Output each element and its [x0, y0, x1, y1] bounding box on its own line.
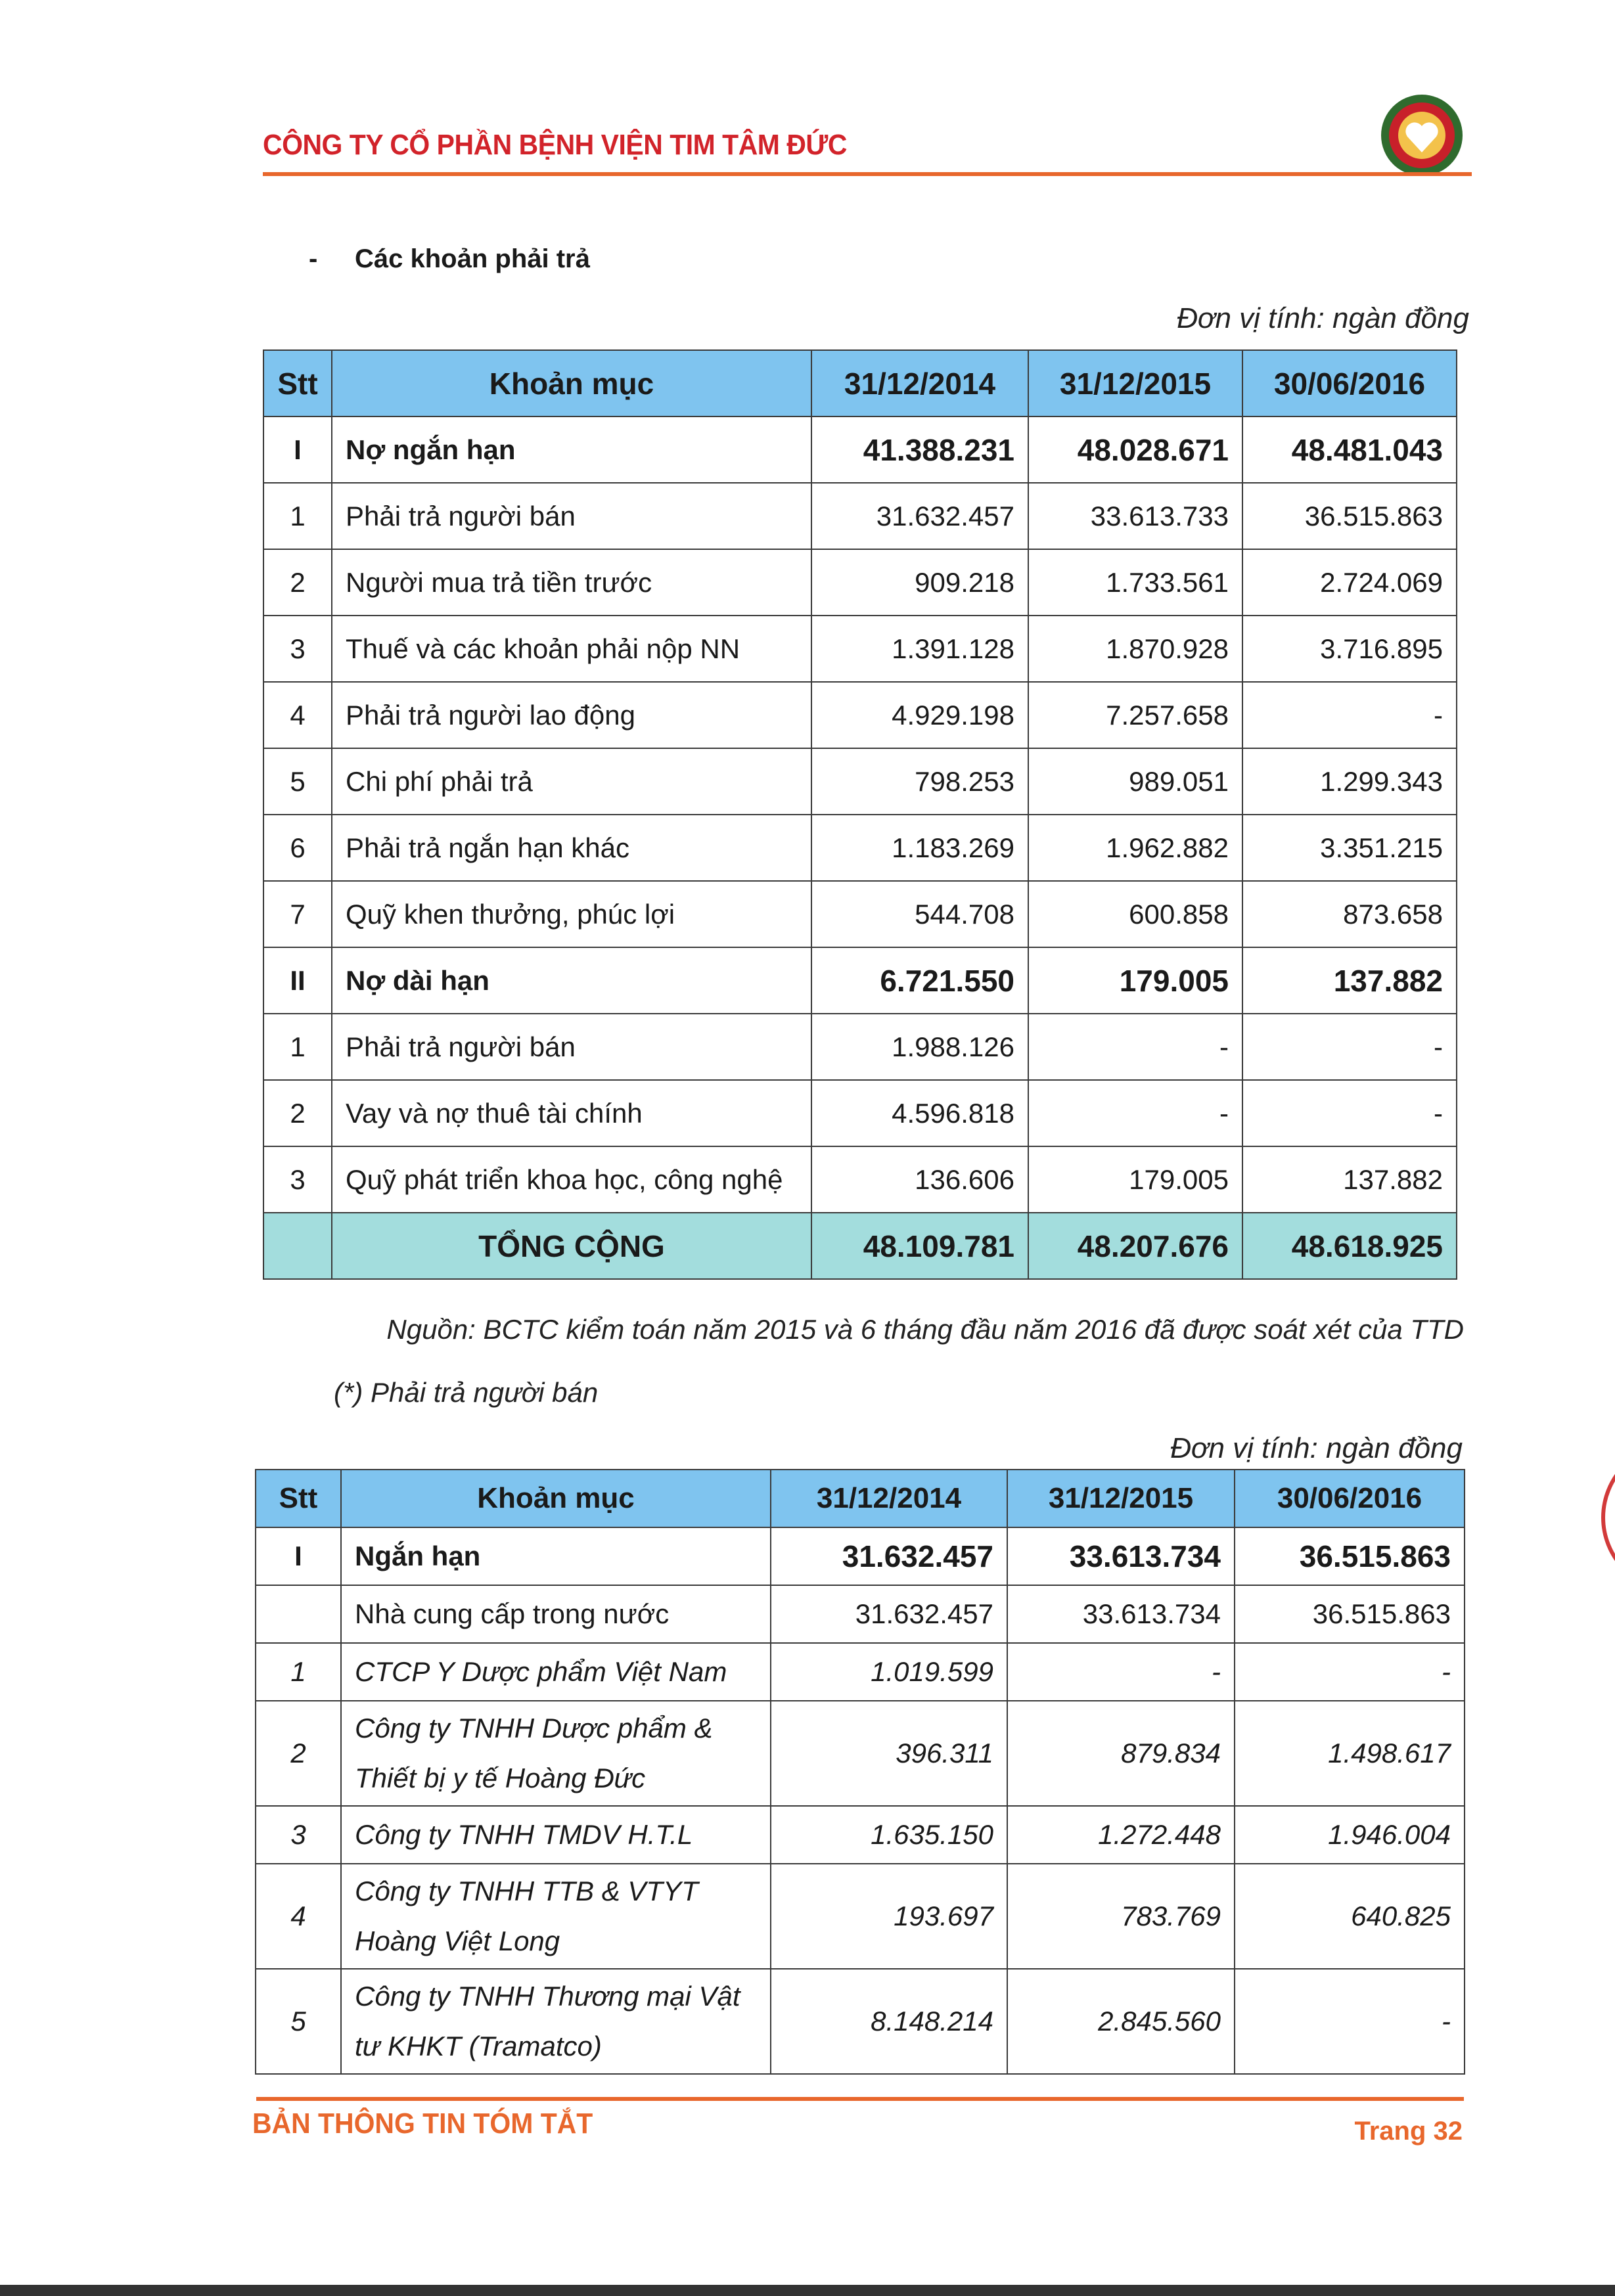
value-cell: 36.515.863	[1242, 483, 1457, 549]
value-cell: 1.183.269	[811, 815, 1028, 881]
item-cell: Nhà cung cấp trong nước	[341, 1585, 771, 1643]
total-row	[263, 1213, 1457, 1279]
value-cell: 1.635.150	[771, 1806, 1007, 1864]
item-cell: Phải trả ngắn hạn khác	[332, 815, 811, 881]
value-cell: 36.515.863	[1235, 1527, 1465, 1585]
value-cell: 6.721.550	[811, 947, 1028, 1014]
value-cell: -	[1007, 1643, 1235, 1701]
item-cell: Thuế và các khoản phải nộp NN	[332, 616, 811, 682]
value-cell: 879.834	[1007, 1701, 1235, 1806]
unit-label-1: Đơn vị tính: ngàn đồng	[1177, 302, 1469, 334]
item-cell: Quỹ phát triển khoa học, công nghệ	[332, 1146, 811, 1213]
column-header: 31/12/2015	[1007, 1470, 1235, 1527]
value-cell: 33.613.733	[1028, 483, 1242, 549]
stt-cell: 2	[263, 1080, 332, 1146]
stt-cell: 1	[263, 1014, 332, 1080]
stt-cell: 1	[263, 483, 332, 549]
value-cell: 783.769	[1007, 1864, 1235, 1969]
table-row	[263, 748, 1457, 815]
table-row	[263, 1080, 1457, 1146]
value-cell: 36.515.863	[1235, 1585, 1465, 1643]
stt-cell: 4	[256, 1864, 341, 1969]
item-cell: Chi phí phải trả	[332, 748, 811, 815]
value-cell: -	[1242, 682, 1457, 748]
item-cell: Nợ dài hạn	[332, 947, 811, 1014]
value-cell: 1.870.928	[1028, 616, 1242, 682]
stt-cell: 3	[263, 1146, 332, 1213]
section-title-text: Các khoản phải trả	[355, 244, 590, 273]
value-cell: 4.596.818	[811, 1080, 1028, 1146]
table-row	[256, 1643, 1465, 1701]
value-cell: 3.351.215	[1242, 815, 1457, 881]
value-cell: 137.882	[1242, 1146, 1457, 1213]
value-cell: 1.299.343	[1242, 748, 1457, 815]
item-line: Công ty TNHH Thương mại Vật	[355, 1981, 740, 2012]
value-cell: 909.218	[811, 549, 1028, 616]
value-cell: 640.825	[1235, 1864, 1465, 1969]
scan-edge	[0, 2285, 1615, 2296]
value-cell: 600.858	[1028, 881, 1242, 947]
value-cell: -	[1242, 1080, 1457, 1146]
column-header: 31/12/2014	[811, 350, 1028, 416]
item-line: Công ty TNHH TTB & VTYT	[355, 1876, 698, 1906]
item-cell	[341, 1969, 771, 2074]
table-row	[263, 549, 1457, 616]
page-number: Trang 32	[1354, 2117, 1463, 2146]
section-bullet: -	[309, 244, 318, 273]
value-cell: 1.019.599	[771, 1643, 1007, 1701]
value-cell: 396.311	[771, 1701, 1007, 1806]
item-cell	[341, 1864, 771, 1969]
stt-cell: 7	[263, 881, 332, 947]
total-label: TỔNG CỘNG	[332, 1213, 811, 1279]
column-header: 31/12/2015	[1028, 350, 1242, 416]
value-cell: 7.257.658	[1028, 682, 1242, 748]
stt-cell	[256, 1585, 341, 1643]
table-header-row	[263, 350, 1457, 416]
stt-cell: 1	[256, 1643, 341, 1701]
value-cell: 1.498.617	[1235, 1701, 1465, 1806]
value-cell: 798.253	[811, 748, 1028, 815]
table-header-row	[256, 1470, 1465, 1527]
stamp-seal-icon	[1598, 1439, 1615, 1596]
item-cell: CTCP Y Dược phẩm Việt Nam	[341, 1643, 771, 1701]
value-cell: 1.988.126	[811, 1014, 1028, 1080]
table-row	[263, 947, 1457, 1014]
item-cell: Phải trả người lao động	[332, 682, 811, 748]
footer-title: BẢN THÔNG TIN TÓM TẮT	[252, 2107, 593, 2140]
value-cell: 41.388.231	[811, 416, 1028, 483]
item-cell: Quỹ khen thưởng, phúc lợi	[332, 881, 811, 947]
source-note: Nguồn: BCTC kiểm toán năm 2015 và 6 tháng đầu năm 2016 đã được soát xét của TTD	[386, 1314, 1464, 1345]
value-cell: 31.632.457	[811, 483, 1028, 549]
item-line: tư KHKT (Tramatco)	[355, 2031, 602, 2061]
table-row	[256, 1585, 1465, 1643]
table-row	[263, 815, 1457, 881]
value-cell: 1.946.004	[1235, 1806, 1465, 1864]
value-cell: -	[1028, 1080, 1242, 1146]
table-row	[263, 416, 1457, 483]
column-header: Stt	[256, 1470, 341, 1527]
value-cell: 873.658	[1242, 881, 1457, 947]
sub-note: (*) Phải trả người bán	[334, 1377, 599, 1408]
stt-cell: I	[256, 1527, 341, 1585]
item-cell: Vay và nợ thuê tài chính	[332, 1080, 811, 1146]
value-cell: 33.613.734	[1007, 1585, 1235, 1643]
value-cell: 136.606	[811, 1146, 1028, 1213]
table-row	[256, 1969, 1465, 2074]
table-row	[263, 1146, 1457, 1213]
value-cell: 33.613.734	[1007, 1527, 1235, 1585]
item-line: Hoàng Việt Long	[355, 1925, 560, 1956]
footer-divider	[256, 2097, 1464, 2101]
value-cell: 137.882	[1242, 947, 1457, 1014]
column-header: Stt	[263, 350, 332, 416]
item-cell: Công ty TNHH TMDV H.T.L	[341, 1806, 771, 1864]
column-header: Khoản mục	[341, 1470, 771, 1527]
value-cell: 48.481.043	[1242, 416, 1457, 483]
column-header: Khoản mục	[332, 350, 811, 416]
item-cell: Ngắn hạn	[341, 1527, 771, 1585]
table-row	[263, 1014, 1457, 1080]
value-cell: 1.733.561	[1028, 549, 1242, 616]
stt-cell: 2	[263, 549, 332, 616]
stt-cell: I	[263, 416, 332, 483]
value-cell: -	[1235, 1643, 1465, 1701]
company-name: CÔNG TY CỔ PHẦN BỆNH VIỆN TIM TÂM ĐỨC	[263, 129, 847, 161]
value-cell: 31.632.457	[771, 1527, 1007, 1585]
header-divider	[263, 172, 1472, 176]
item-line: Thiết bị y tế Hoàng Đức	[355, 1763, 646, 1793]
value-cell: 48.028.671	[1028, 416, 1242, 483]
stt-cell: 3	[256, 1806, 341, 1864]
table-row	[256, 1864, 1465, 1969]
stt-cell: II	[263, 947, 332, 1014]
column-header: 30/06/2016	[1242, 350, 1457, 416]
stt-cell: 5	[263, 748, 332, 815]
value-cell: 193.697	[771, 1864, 1007, 1969]
value-cell: -	[1028, 1014, 1242, 1080]
item-cell	[341, 1701, 771, 1806]
value-cell: 2.845.560	[1007, 1969, 1235, 2074]
table-row	[263, 616, 1457, 682]
value-cell: 1.962.882	[1028, 815, 1242, 881]
table-row	[256, 1701, 1465, 1806]
section-title	[309, 244, 590, 274]
total-value: 48.207.676	[1028, 1213, 1242, 1279]
item-cell: Người mua trả tiền trước	[332, 549, 811, 616]
table-row	[263, 483, 1457, 549]
value-cell: 544.708	[811, 881, 1028, 947]
value-cell: 1.391.128	[811, 616, 1028, 682]
table-row	[256, 1806, 1465, 1864]
total-value: 48.109.781	[811, 1213, 1028, 1279]
value-cell: 2.724.069	[1242, 549, 1457, 616]
stt-cell: 3	[263, 616, 332, 682]
value-cell: 31.632.457	[771, 1585, 1007, 1643]
value-cell: 179.005	[1028, 947, 1242, 1014]
suppliers-table	[255, 1469, 1465, 2075]
stt-cell: 4	[263, 682, 332, 748]
value-cell: 989.051	[1028, 748, 1242, 815]
item-cell: Phải trả người bán	[332, 1014, 811, 1080]
column-header: 31/12/2014	[771, 1470, 1007, 1527]
item-line: Công ty TNHH Dược phẩm &	[355, 1713, 713, 1744]
column-header: 30/06/2016	[1235, 1470, 1465, 1527]
heart-logo-icon	[1378, 92, 1465, 179]
item-cell: Nợ ngắn hạn	[332, 416, 811, 483]
value-cell: 179.005	[1028, 1146, 1242, 1213]
table-row	[263, 881, 1457, 947]
value-cell: -	[1242, 1014, 1457, 1080]
value-cell: 1.272.448	[1007, 1806, 1235, 1864]
total-value: 48.618.925	[1242, 1213, 1457, 1279]
stt-cell: 2	[256, 1701, 341, 1806]
total-stt-cell	[263, 1213, 332, 1279]
value-cell: -	[1235, 1969, 1465, 2074]
payables-table	[263, 349, 1457, 1280]
table-row	[263, 682, 1457, 748]
stt-cell: 5	[256, 1969, 341, 2074]
value-cell: 4.929.198	[811, 682, 1028, 748]
stt-cell: 6	[263, 815, 332, 881]
value-cell: 8.148.214	[771, 1969, 1007, 2074]
unit-label-2: Đơn vị tính: ngàn đồng	[1170, 1432, 1463, 1464]
item-cell: Phải trả người bán	[332, 483, 811, 549]
table-row	[256, 1527, 1465, 1585]
value-cell: 3.716.895	[1242, 616, 1457, 682]
